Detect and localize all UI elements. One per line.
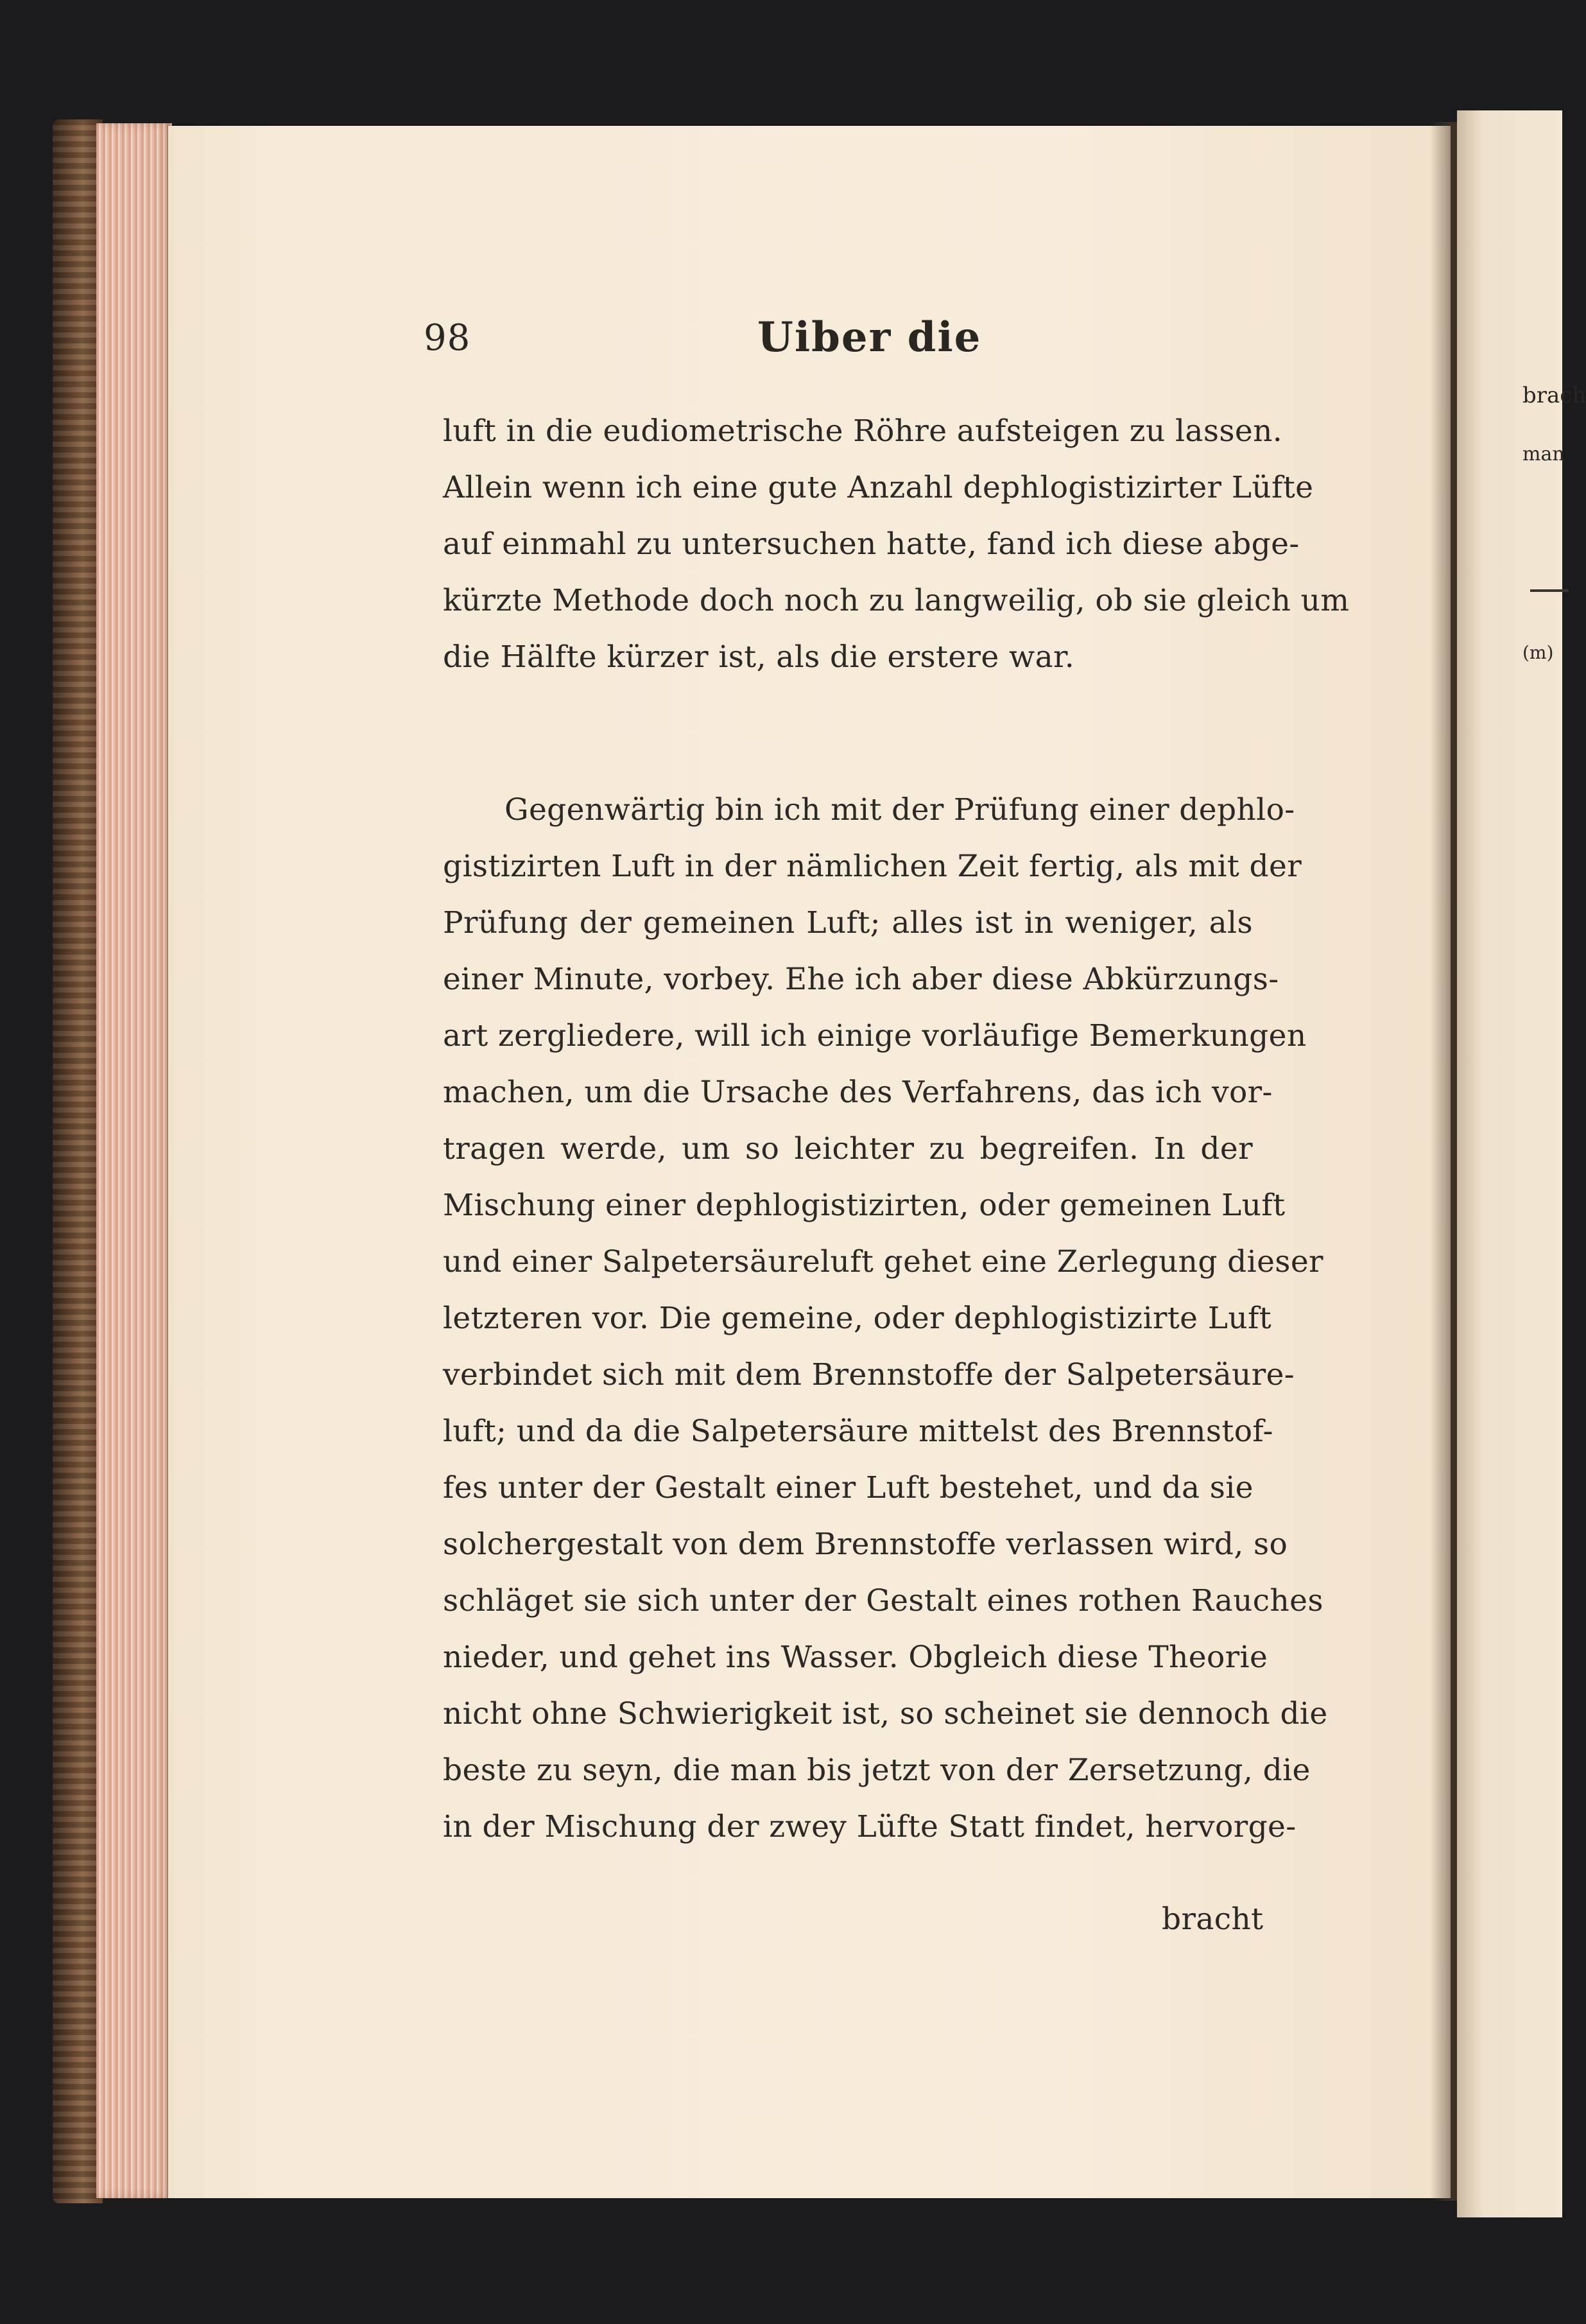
text-line: gistizirten Luft in der nämlichen Zeit fertig, als mit der — [443, 849, 1302, 884]
text-line: solchergestalt von dem Brennstoffe verlassen wird, so — [443, 1527, 1288, 1562]
leather-binding — [53, 119, 103, 2203]
text-line: nieder, und gehet ins Wasser. Obgleich diese Theorie — [443, 1640, 1268, 1675]
text-line: einer Minute, vorbey. Ehe ich aber diese Abkürzungs- — [443, 962, 1279, 997]
text-line: luft in die eudiometrische Röhre aufsteigen zu lassen. — [443, 413, 1283, 449]
facing-fragment-2: man — [1522, 443, 1565, 465]
text-line: art zergliedere, will ich einige vorläufige Bemerkungen — [443, 1018, 1307, 1054]
text-line: in der Mischung der zwey Lüfte Statt findet, hervorge- — [443, 1809, 1297, 1844]
paragraph-2 — [443, 782, 1328, 1855]
text-line: beste zu seyn, die man bis jetzt von der Zersetzung, die — [443, 1753, 1311, 1788]
text-line: und einer Salpetersäureluft gehet eine Zerlegung dieser — [443, 1244, 1323, 1279]
text-line: Mischung einer dephlogistizirten, oder gemeinen Luft — [443, 1188, 1286, 1223]
text-line: verbindet sich mit dem Brennstoffe der Salpetersäure- — [443, 1357, 1295, 1392]
paragraph-1 — [443, 403, 1350, 686]
facing-fragment-1: brach — [1522, 383, 1586, 408]
text-line: nicht ohne Schwierigkeit ist, so scheinet sie dennoch die — [443, 1696, 1328, 1731]
page-header — [424, 313, 1258, 369]
text-line: Prüfung der gemeinen Luft; alles ist in weniger, als — [443, 905, 1253, 941]
running-title: Uiber die — [757, 313, 982, 361]
text-line: Gegenwärtig bin ich mit der Prüfung einer dephlo- — [504, 792, 1295, 828]
text-line: letzteren vor. Die gemeine, oder dephlogistizirte Luft — [443, 1301, 1272, 1336]
text-line: kürzte Methode doch noch zu langweilig, ob sie gleich um — [443, 583, 1350, 618]
text-line: auf einmahl zu untersuchen hatte, fand ich diese abge- — [443, 526, 1300, 562]
text-line: luft; und da die Salpetersäure mittelst des Brennstof- — [443, 1414, 1273, 1449]
text-line: schläget sie sich unter der Gestalt eines rothen Rauches — [443, 1583, 1323, 1618]
text-line: die Hälfte kürzer ist, als die erstere war. — [443, 639, 1075, 675]
text-line: fes unter der Gestalt einer Luft bestehet, und da sie — [443, 1470, 1254, 1505]
page-number: 98 — [424, 317, 471, 359]
facing-fragment-3: (m) — [1522, 642, 1554, 663]
text-line: tragen werde, um so leichter zu begreifen. In der — [443, 1131, 1253, 1166]
catchword: bracht — [1162, 1902, 1264, 1937]
text-line: machen, um die Ursache des Verfahrens, das ich vor- — [443, 1075, 1273, 1110]
page-edges — [96, 123, 172, 2198]
facing-page — [1457, 110, 1562, 2217]
facing-rule — [1530, 589, 1569, 592]
text-line: Allein wenn ich eine gute Anzahl dephlogistizirter Lüfte — [443, 470, 1314, 505]
